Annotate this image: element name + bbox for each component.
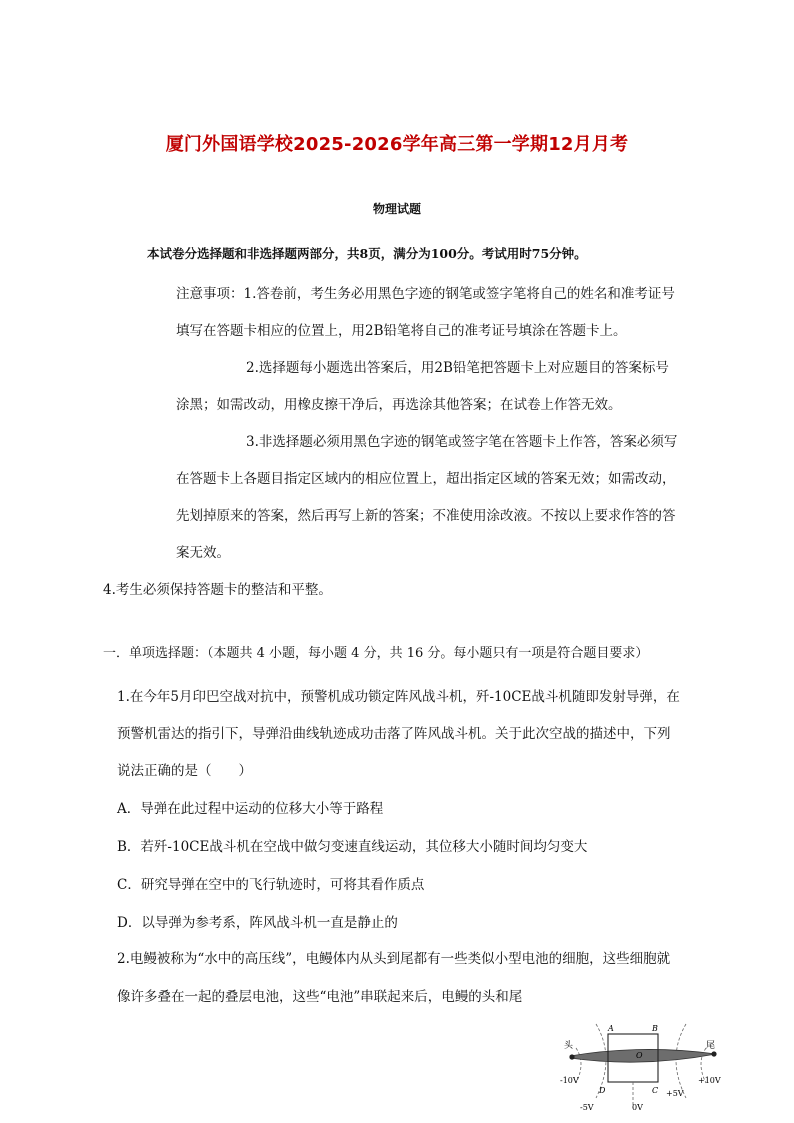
label-v-bottom-left: -5V [580,1103,594,1112]
q2-stem-2: 像许多叠在一起的叠层电池，这些“电池”串联起来后，电鳗的头和尾 [117,989,523,1005]
exam-intro: 本试卷分选择题和非选择题两部分，共8页，满分为100分。考试用时75分钟。 [147,246,587,261]
label-v-bottom-right: +5V [666,1089,684,1098]
q1-option-d: D．以导弹为参考系，阵风战斗机一直是静止的 [117,915,398,931]
note-line-9: 4.考生必须保持答题卡的整洁和平整。 [103,582,332,598]
q1-option-a: A．导弹在此过程中运动的位移大小等于路程 [117,801,384,817]
q1-option-b: B．若歼-10CE战斗机在空战中做匀变速直线运动，其位移大小随时间均匀变大 [117,839,588,855]
note-line-1: 注意事项：1.答卷前，考生务必用黑色字迹的钢笔或签字笔将自己的姓名和准考证号 [176,286,675,302]
note-line-6: 在答题卡上各题目指定区域内的相应位置上，超出指定区域的答案无效；如需改动， [176,471,676,487]
label-v-right: +10V [698,1076,721,1085]
q1-stem-2: 预警机雷达的指引下，导弹沿曲线轨迹成功击落了阵风战斗机。关于此次空战的描述中，下列 [117,726,671,742]
eel-diagram [556,1018,726,1123]
exam-subtitle: 物理试题 [372,202,421,216]
label-head: 头 [564,1041,574,1051]
label-b: B [652,1024,658,1033]
label-v-middle: 0V [632,1103,643,1112]
label-a: A [608,1024,614,1033]
q2-stem-1: 2.电鳗被称为“水中的高压线”，电鳗体内从头到尾都有一些类似小型电池的细胞，这些细胞就 [117,951,671,967]
note-line-7: 先划掉原来的答案，然后再写上新的答案；不准使用涂改液。不按以上要求作答的答 [176,508,676,524]
exam-title: 厦门外国语学校2025-2026学年高三第一学期12月月考 [165,134,629,155]
eel-tail-dot [711,1051,716,1056]
eel-body [570,1049,716,1062]
label-d: D [599,1086,606,1095]
note-line-8: 案无效。 [176,545,230,561]
label-o: O [636,1051,643,1060]
note-line-5: 3.非选择题必须用黑色字迹的钢笔或签字笔在答题卡上作答，答案必须写 [246,434,678,450]
label-tail: 尾 [706,1041,716,1051]
q1-option-c: C．研究导弹在空中的飞行轨迹时，可将其看作质点 [117,877,425,893]
label-v-left: -10V [560,1076,579,1085]
eel-head-dot [569,1054,574,1059]
q1-stem-3: 说法正确的是（ ） [117,763,252,779]
label-c: C [652,1086,659,1095]
note-line-4: 涂黑；如需改动，用橡皮擦干净后，再选涂其他答案；在试卷上作答无效。 [176,397,622,413]
section-heading: 一．单项选择题：（本题共 4 小题，每小题 4 分，共 16 分。每小题只有一项是符合题目要求） [103,646,649,661]
q1-stem-1: 1.在今年5月印巴空战对抗中，预警机成功锁定阵风战斗机，歼-10CE战斗机随即发射导弹，在 [117,689,680,705]
note-line-2: 填写在答题卡相应的位置上，用2B铅笔将自己的准考证号填涂在答题卡上。 [176,323,627,339]
note-line-3: 2.选择题每小题选出答案后，用2B铅笔把答题卡上对应题目的答案标号 [246,360,669,376]
